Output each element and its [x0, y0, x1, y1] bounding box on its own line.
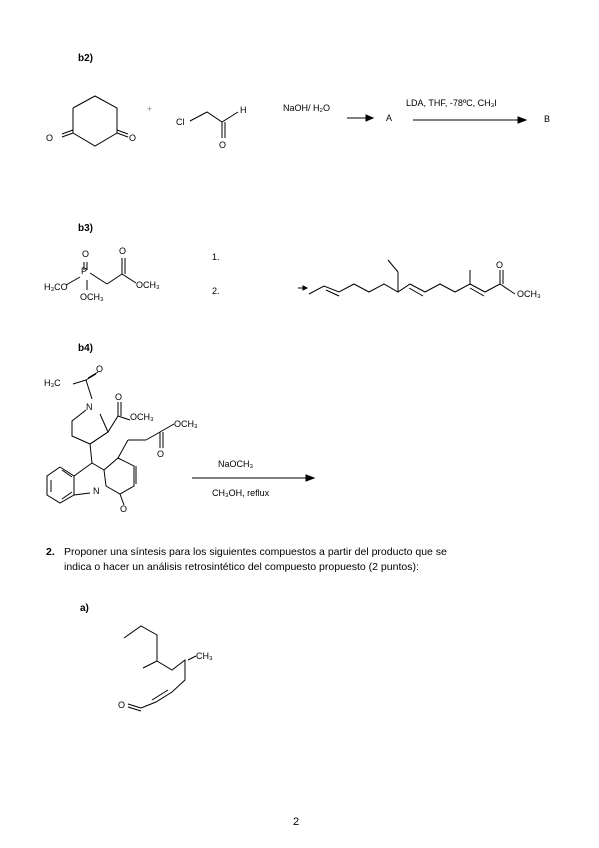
- phosphonate-structure: [66, 258, 136, 290]
- step-number-1: 1.: [212, 252, 220, 262]
- aldehyde-oxygen: O: [219, 140, 227, 150]
- b4-conditions-bottom: CH₃OH, reflux: [212, 488, 270, 498]
- page-number: 2: [293, 816, 300, 828]
- b4-conditions-top: NaOCH₃: [218, 459, 254, 469]
- pyridone-oxygen: O: [120, 504, 128, 514]
- cyclohexanedione-structure: [62, 96, 128, 146]
- chloro-atom: Cl: [176, 117, 185, 127]
- alkaloid-structure: [47, 372, 174, 505]
- acetyl-methyl: H₃C: [44, 378, 61, 388]
- triene-ester-structure: [309, 260, 515, 296]
- product-a-label: A: [386, 113, 393, 123]
- phosphorus-atom: P: [81, 266, 88, 276]
- enone-oxygen: O: [118, 700, 126, 710]
- pyrrolidine-nitrogen: N: [86, 402, 93, 412]
- section-label-b4: b4): [78, 343, 93, 354]
- phosphonate-methoxy-bottom: OCH₃: [80, 292, 104, 302]
- ester-methoxy: OCH₃: [136, 280, 160, 290]
- product-b-label: B: [544, 114, 551, 124]
- side-chain-oxygen: O: [157, 449, 165, 459]
- dione-oxygen-right: O: [129, 133, 137, 143]
- question-text-line2: indica o hacer un análisis retrosintético del compuesto propuesto (2 puntos):: [64, 561, 419, 573]
- arrow-2-head: [518, 117, 526, 123]
- phosphonate-methoxy-left: H₃CO: [44, 282, 68, 292]
- aldehyde-hydrogen: H: [240, 105, 247, 115]
- indole-nitrogen: N: [93, 486, 100, 496]
- dione-oxygen-left: O: [46, 133, 54, 143]
- question-number: 2.: [46, 546, 55, 558]
- part-a-label: a): [80, 603, 89, 614]
- step1-conditions: NaOH/ H₂O: [283, 103, 330, 113]
- side-chain-methoxy: OCH₃: [174, 419, 198, 429]
- section-label-b3: b3): [78, 223, 93, 234]
- arrow-3-head: [303, 286, 307, 290]
- ester-methoxy-b4: OCH₃: [130, 412, 154, 422]
- enone-target-structure: [124, 626, 196, 711]
- enone-methyl-label: CH₃: [196, 651, 213, 661]
- phosphonate-carbonyl-oxygen: O: [119, 246, 127, 256]
- plus-sign: +: [147, 104, 153, 114]
- step2-conditions: LDA, THF, -78ºC, CH₃I: [406, 98, 497, 108]
- arrow-1-head: [366, 115, 373, 121]
- triene-methoxy: OCH₃: [517, 289, 541, 299]
- acetyl-oxygen: O: [96, 364, 104, 374]
- ester-carbonyl-oxygen: O: [115, 392, 123, 402]
- triene-carbonyl-oxygen: O: [496, 260, 504, 270]
- arrow-4-head: [306, 475, 314, 481]
- step-number-2: 2.: [212, 286, 220, 296]
- chloroacetaldehyde-structure: [190, 112, 238, 138]
- section-label-b2: b2): [78, 53, 93, 64]
- phosphonate-p-oxygen: O: [82, 249, 90, 259]
- question-text-line1: Proponer una síntesis para los siguientes compuestos a partir del producto que se: [64, 546, 447, 558]
